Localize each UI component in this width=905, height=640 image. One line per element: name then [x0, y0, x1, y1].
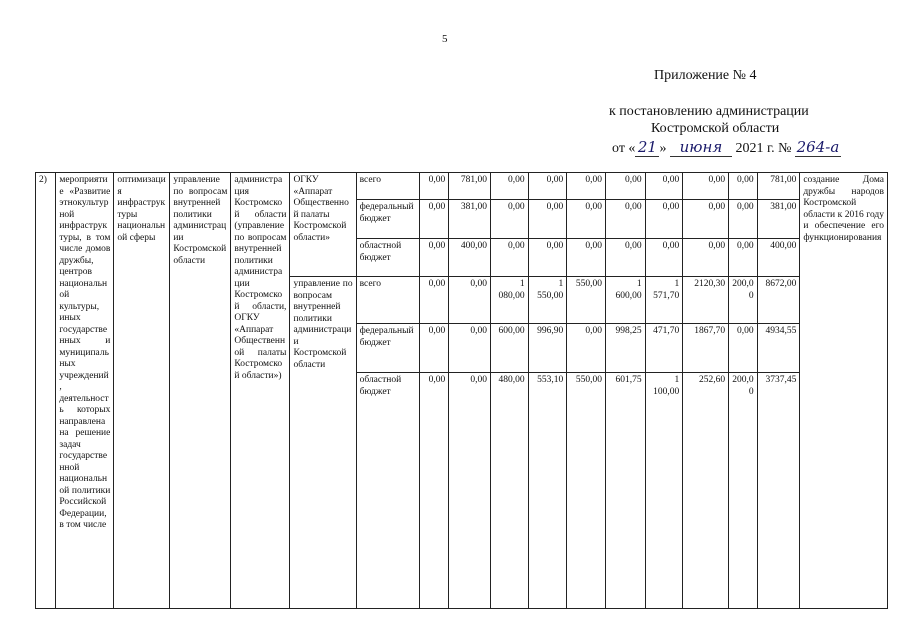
decree-prefix: от « [612, 141, 636, 156]
value-cell: 0,00 [683, 173, 729, 200]
value-cell: 0,00 [528, 200, 567, 239]
value-cell: 1 571,70 [645, 277, 683, 324]
source-cell: всего [356, 277, 419, 324]
source-cell: федеральный бюджет [356, 200, 419, 239]
value-cell: 0,00 [683, 200, 729, 239]
budget-table [35, 172, 888, 609]
value-cell: 480,00 [490, 373, 528, 609]
coordinator-cell: администрация Костромской области (управление по вопросам внутренней политики администрации Костромской области, ОГКУ «Аппарат Общественной палаты Костромской области») [231, 173, 290, 609]
value-cell: 381,00 [757, 200, 800, 239]
value-cell: 0,00 [729, 173, 758, 200]
decree-line-2: Костромской области [651, 121, 780, 136]
result-cell: создание Дома дружбы народов Костромской области к 2016 году и обеспечение его функционирования [800, 173, 888, 609]
value-cell: 0,00 [729, 239, 758, 277]
value-cell: 0,00 [449, 373, 491, 609]
value-cell: 200,00 [729, 373, 758, 609]
value-cell: 996,90 [528, 324, 567, 373]
value-cell: 0,00 [419, 373, 449, 609]
value-cell: 0,00 [605, 239, 645, 277]
value-cell: 0,00 [645, 173, 683, 200]
value-cell: 0,00 [729, 200, 758, 239]
value-cell: 998,25 [605, 324, 645, 373]
value-cell: 0,00 [419, 200, 449, 239]
value-cell: 400,00 [449, 239, 491, 277]
value-cell: 0,00 [567, 239, 606, 277]
value-cell: 781,00 [449, 173, 491, 200]
value-cell: 0,00 [645, 200, 683, 239]
decree-number-handwritten: 264-а [796, 138, 840, 156]
source-cell: федеральный бюджет [356, 324, 419, 373]
decree-date-number [612, 138, 841, 157]
source-cell: областной бюджет [356, 239, 419, 277]
value-cell: 0,00 [419, 173, 449, 200]
value-cell: 0,00 [605, 200, 645, 239]
executor-cell: управление по вопросам внутренней политики администрации Костромской области [290, 277, 356, 609]
value-cell: 8672,00 [757, 277, 800, 324]
decree-line-1: к постановлению администрации [609, 104, 809, 119]
value-cell: 252,60 [683, 373, 729, 609]
value-cell: 0,00 [567, 324, 606, 373]
executor-cell: ОГКУ «Аппарат Общественной палаты Костромской области» [290, 173, 356, 277]
source-cell: областной бюджет [356, 373, 419, 609]
value-cell: 400,00 [757, 239, 800, 277]
value-cell: 0,00 [449, 324, 491, 373]
value-cell: 1867,70 [683, 324, 729, 373]
value-cell: 0,00 [419, 239, 449, 277]
value-cell: 0,00 [729, 324, 758, 373]
responsible-cell: управление по вопросам внутренней политики администрации Костромской области [170, 173, 231, 609]
value-cell: 1 550,00 [528, 277, 567, 324]
value-cell: 601,75 [605, 373, 645, 609]
value-cell: 3737,45 [757, 373, 800, 609]
appendix-title: Приложение № 4 [654, 68, 757, 83]
decree-year: 2021 г. № [731, 141, 795, 156]
value-cell: 0,00 [528, 173, 567, 200]
value-cell: 1 600,00 [605, 277, 645, 324]
value-cell: 1 080,00 [490, 277, 528, 324]
value-cell: 0,00 [567, 173, 606, 200]
value-cell: 600,00 [490, 324, 528, 373]
value-cell: 200,00 [729, 277, 758, 324]
value-cell: 0,00 [419, 324, 449, 373]
goal-cell: оптимизация инфраструктуры национальной сферы [114, 173, 170, 609]
value-cell: 553,10 [528, 373, 567, 609]
value-cell: 0,00 [528, 239, 567, 277]
value-cell: 0,00 [645, 239, 683, 277]
value-cell: 550,00 [567, 373, 606, 609]
activity-cell: мероприятие «Развитие этнокультурной инфраструктуры, в том числе домов дружбы, центров национальной культуры, иных государственных и муниципальных учреждений, деятельность которых направлена на решение задач государственной национальной политики Российской Федерации, в том числе [56, 173, 114, 609]
decree-mid: » [659, 141, 670, 156]
value-cell: 2120,30 [683, 277, 729, 324]
page-number: 5 [442, 33, 448, 45]
value-cell: 0,00 [567, 200, 606, 239]
table-row [36, 173, 888, 200]
value-cell: 0,00 [683, 239, 729, 277]
value-cell: 4934,55 [757, 324, 800, 373]
value-cell: 0,00 [490, 239, 528, 277]
source-cell: всего [356, 173, 419, 200]
decree-month-handwritten: июня [670, 138, 732, 157]
value-cell: 0,00 [490, 173, 528, 200]
value-cell: 1 100,00 [645, 373, 683, 609]
decree-day-handwritten: 21 [635, 138, 659, 157]
value-cell: 0,00 [605, 173, 645, 200]
row-index: 2) [36, 173, 56, 609]
value-cell: 550,00 [567, 277, 606, 324]
value-cell: 381,00 [449, 200, 491, 239]
value-cell: 0,00 [419, 277, 449, 324]
value-cell: 0,00 [449, 277, 491, 324]
value-cell: 471,70 [645, 324, 683, 373]
value-cell: 781,00 [757, 173, 800, 200]
value-cell: 0,00 [490, 200, 528, 239]
